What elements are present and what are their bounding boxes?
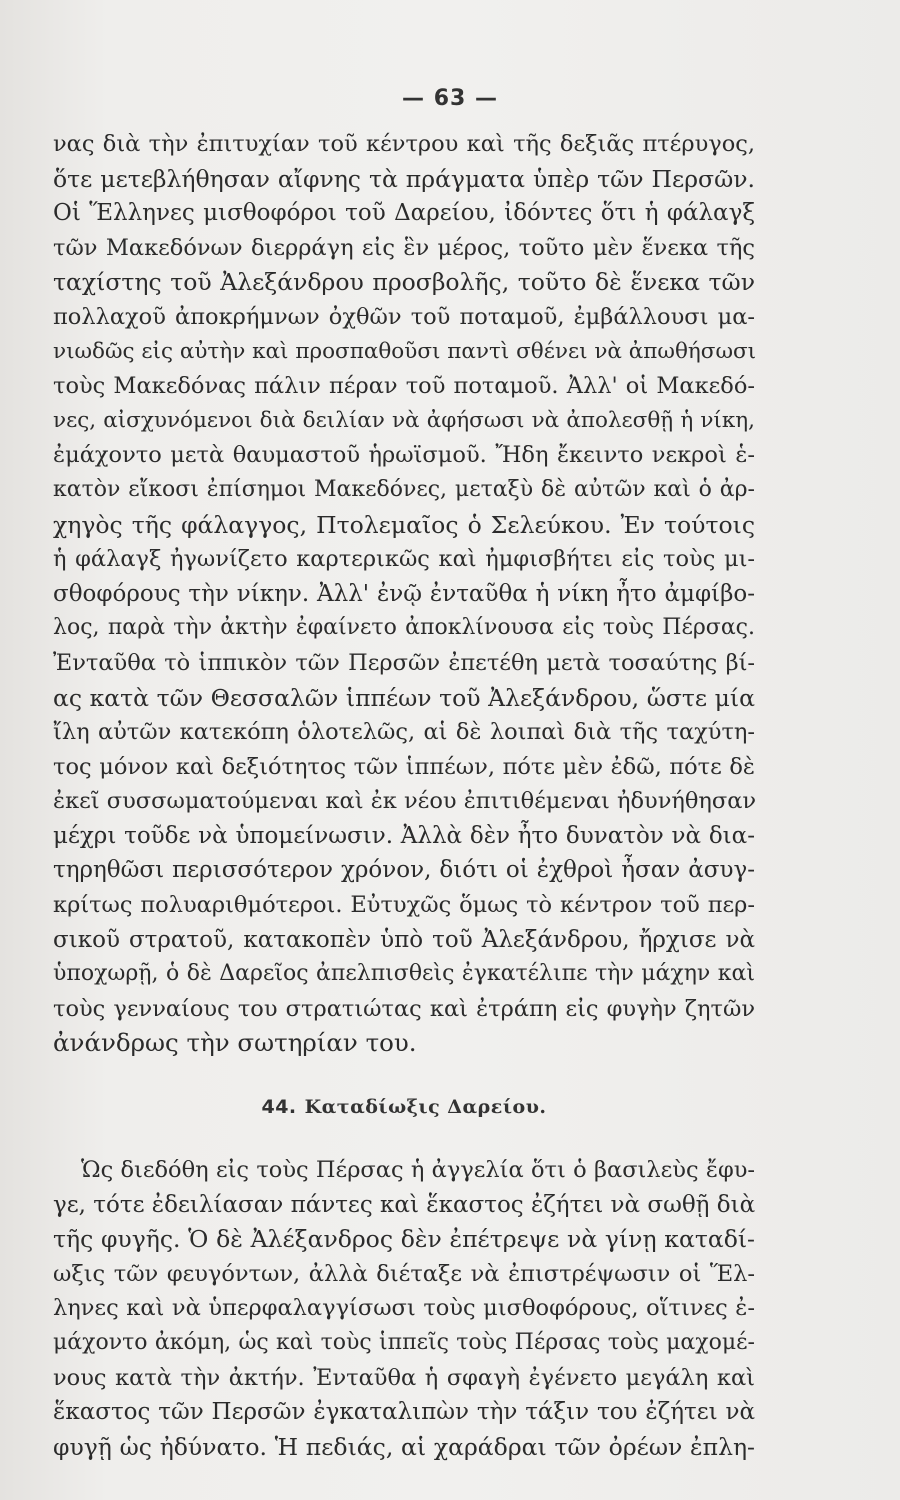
- text-line: τῶν Μακεδόνων διερράγη εἰς ἓν μέρος, τοῦτο μὲν ἕνεκα τῆς: [53, 234, 755, 261]
- body-text: [53, 127, 755, 1464]
- text-line: λος, παρὰ τὴν ἀκτὴν ἐφαίνετο ἀποκλίνουσα εἰς τοὺς Πέρσας.: [53, 615, 755, 641]
- text-line: κατὸν εἴκοσι ἐπίσημοι Μακεδόνες, μεταξὺ δὲ αὐτῶν καὶ ὁ ἀρ-: [53, 476, 755, 502]
- text-line: ὑποχωρῇ, ὁ δὲ Δαρεῖος ἀπελπισθεὶς ἐγκατέλιπε τὴν μάχην καὶ: [53, 961, 755, 987]
- text-line: νιωδῶς εἰς αὐτὴν καὶ προσπαθοῦσι παντὶ σθένει νὰ ἀπωθήσωσι: [53, 338, 757, 364]
- text-line: Ὡς διεδόθη εἰς τοὺς Πέρσας ἡ ἀγγελία ὅτι ὁ βασιλεὺς ἔφυ-: [81, 1157, 755, 1184]
- paragraph-1: [53, 127, 755, 1061]
- text-line: μάχοντο ἀκόμη, ὡς καὶ τοὺς ἱππεῖς τοὺς Πέρσας τοὺς μαχομέ-: [53, 1330, 755, 1355]
- text-line: ἐμάχοντο μετὰ θαυμαστοῦ ἡρωϊσμοῦ. Ἤδη ἔκειντο νεκροὶ ἑ-: [53, 442, 755, 469]
- section-heading: [53, 1061, 755, 1153]
- text-line: τοὺς γενναίους του στρατιώτας καὶ ἐτράπη εἰς φυγὴν ζητῶν: [53, 995, 755, 1022]
- text-line: ἡ φάλαγξ ἠγωνίζετο καρτερικῶς καὶ ἠμφισβήτει εἰς τοὺς μι-: [53, 546, 755, 573]
- section-number: 44.: [261, 1096, 297, 1119]
- text-line: Οἱ Ἕλληνες μισθοφόροι τοῦ Δαρείου, ἰδόντες ὅτι ἡ φάλαγξ: [53, 200, 755, 227]
- text-line: μέχρι τοῦδε νὰ ὑπομείνωσιν. Ἀλλὰ δὲν ἦτο δυνατὸν νὰ δια-: [53, 822, 755, 849]
- text-line: ἕκαστος τῶν Περσῶν ἐγκαταλιπὼν τὴν τάξιν του ἐζήτει νὰ: [53, 1399, 755, 1426]
- text-line: σικοῦ στρατοῦ, κατακοπὲν ὑπὸ τοῦ Ἀλεξάνδρου, ἤρχισε νὰ: [53, 926, 755, 953]
- text-line: πολλαχοῦ ἀποκρήμνων ὀχθῶν τοῦ ποταμοῦ, ἐμβάλλουσι μα-: [53, 303, 755, 330]
- page-number: — 63 —: [402, 86, 498, 111]
- text-line: τῆς φυγῆς. Ὁ δὲ Ἀλέξανδρος δὲν ἐπέτρεψε νὰ γίνῃ καταδί-: [53, 1225, 755, 1254]
- text-line: χηγὸς τῆς φάλαγγος, Πτολεμαῖος ὁ Σελεύκου. Ἐν τούτοις: [53, 510, 755, 539]
- text-line: νους κατὰ τὴν ἀκτήν. Ἐνταῦθα ἡ σφαγὴ ἐγένετο μεγάλη καὶ: [53, 1364, 755, 1391]
- text-line: σθοφόρους τὴν νίκην. Ἀλλ' ἐνῷ ἐνταῦθα ἡ νίκη ἦτο ἀμφίβο-: [53, 580, 755, 607]
- text-line: ωξις τῶν φευγόντων, ἀλλὰ διέταξε νὰ ἐπιστρέψωσιν οἱ Ἕλ-: [53, 1260, 755, 1287]
- paragraph-2: [53, 1153, 755, 1464]
- text-line: ἀνάνδρως τὴν σωτηρίαν του.: [53, 1028, 417, 1058]
- text-line: ταχίστης τοῦ Ἀλεξάνδρου προσβολῆς, τοῦτο δὲ ἕνεκα τῶν: [53, 268, 755, 297]
- text-line: τηρηθῶσι περισσότερον χρόνον, διότι οἱ ἐχθροὶ ἦσαν ἀσυγ-: [53, 857, 755, 884]
- text-line: νας διὰ τὴν ἐπιτυχίαν τοῦ κέντρου καὶ τῆς δεξιᾶς πτέρυγος,: [53, 131, 755, 157]
- text-line: τοὺς Μακεδόνας πάλιν πέραν τοῦ ποταμοῦ. Ἀλλ' οἱ Μακεδό-: [53, 373, 755, 400]
- text-line: τος μόνον καὶ δεξιότητος τῶν ἱππέων, πότε μὲν ἐδῶ, πότε δὲ: [53, 753, 755, 780]
- text-line: ἐκεῖ συσσωματούμεναι καὶ ἐκ νέου ἐπιτιθέμεναι ἠδυνήθησαν: [53, 788, 757, 815]
- text-line: ας κατὰ τῶν Θεσσαλῶν ἱππέων τοῦ Ἀλεξάνδρου, ὥστε μία: [53, 683, 755, 712]
- text-line: ἴλη αὐτῶν κατεκόπη ὁλοτελῶς, αἱ δὲ λοιπαὶ διὰ τῆς ταχύτη-: [53, 719, 755, 746]
- text-line: κρίτως πολυαριθμότεροι. Εὐτυχῶς ὅμως τὸ κέντρον τοῦ περ-: [53, 892, 755, 919]
- text-line: Ἐνταῦθα τὸ ἱππικὸν τῶν Περσῶν ἐπετέθη μετὰ τοσαύτης βί-: [53, 649, 755, 676]
- text-line: ὅτε μετεβλήθησαν αἴφνης τὰ πράγματα ὑπὲρ τῶν Περσῶν.: [53, 164, 755, 193]
- text-line: φυγῇ ὡς ἠδύνατο. Ἡ πεδιάς, αἱ χαράδραι τῶν ὀρέων ἐπλη-: [53, 1432, 755, 1461]
- section-title: Καταδίωξις Δαρείου.: [304, 1096, 547, 1119]
- text-line: γε, τότε ἐδειλίασαν πάντες καὶ ἕκαστος ἐζήτει νὰ σωθῇ διὰ: [53, 1191, 756, 1218]
- text-line: νες, αἰσχυνόμενοι διὰ δειλίαν νὰ ἀφήσωσι νὰ ἀπολεσθῇ ἡ νίκη,: [53, 407, 755, 433]
- text-line: ληνες καὶ νὰ ὑπερφαλαγγίσωσι τοὺς μισθοφόρους, οἵτινες ἐ-: [53, 1295, 755, 1322]
